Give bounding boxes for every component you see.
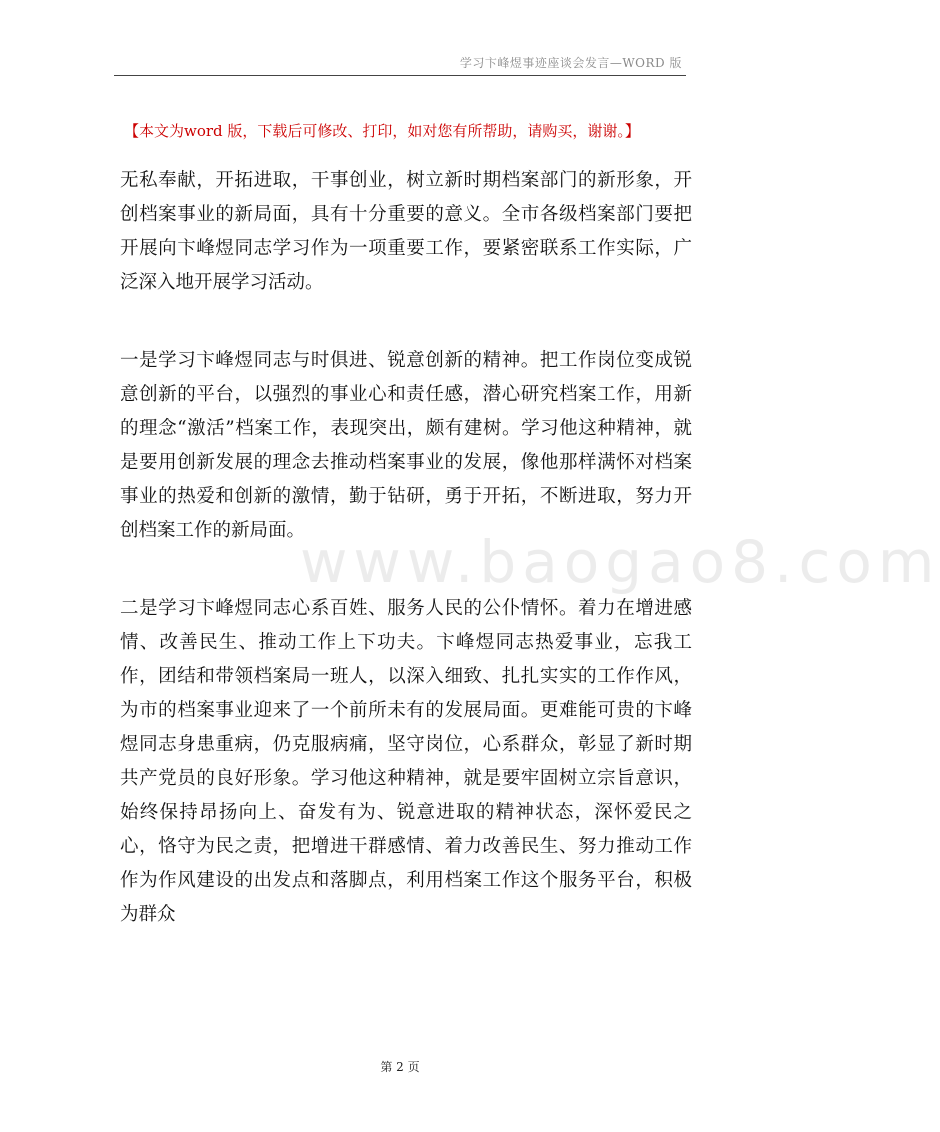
paragraph-2: 一是学习卞峰煜同志与时俱进、锐意创新的精神。把工作岗位变成锐意创新的平台，以强烈的事业心和责任感，潜心研究档案工作，用新的理念“激活”档案工作，表现突出，颇有建树。学习他这种精神，就是要用创新发展的理念去推动档案事业的发展，像他那样满怀对档案事业的热爱和创新的激情，勤于钻研，勇于开拓，不断进取，努力开创档案工作的新局面。	[120, 350, 692, 541]
download-notice: 【本文为word 版，下载后可修改、打印，如对您有所帮助，请购买，谢谢。】	[124, 122, 640, 140]
paragraph-1: 无私奉献，开拓进取，干事创业，树立新时期档案部门的新形象，开创档案事业的新局面，具有十分重要的意义。全市各级档案部门要把开展向卞峰煜同志学习作为一项重要工作，要紧密联系工作实际，广泛深入地开展学习活动。	[120, 170, 692, 293]
paragraph-3: 二是学习卞峰煜同志心系百姓、服务人民的公仆情怀。着力在增进感情、改善民生、推动工作上下功夫。卞峰煜同志热爱事业，忘我工作，团结和带领档案局一班人，以深入细致、扎扎实实的工作作风，为市的档案事业迎来了一个前所未有的发展局面。更难能可贵的卞峰煜同志身患重病，仍克服病痛，坚守岗位，心系群众，彰显了新时期共产党员的良好形象。学习他这种精神，就是要牢固树立宗旨意识，始终保持昂扬向上、奋发有为、锐意进取的精神状态，深怀爱民之心，恪守为民之责，把增进干群感情、着力改善民生、努力推动工作作为作风建设的出发点和落脚点，利用档案工作这个服务平台，积极为群众	[120, 598, 692, 925]
page-header-title: 学习卞峰煜事迹座谈会发言—WORD 版	[459, 56, 682, 70]
page-number: 第 2 页	[380, 1060, 420, 1074]
watermark: www.baogao8.com	[300, 528, 940, 596]
document-body	[120, 164, 692, 976]
header-divider	[114, 75, 686, 76]
